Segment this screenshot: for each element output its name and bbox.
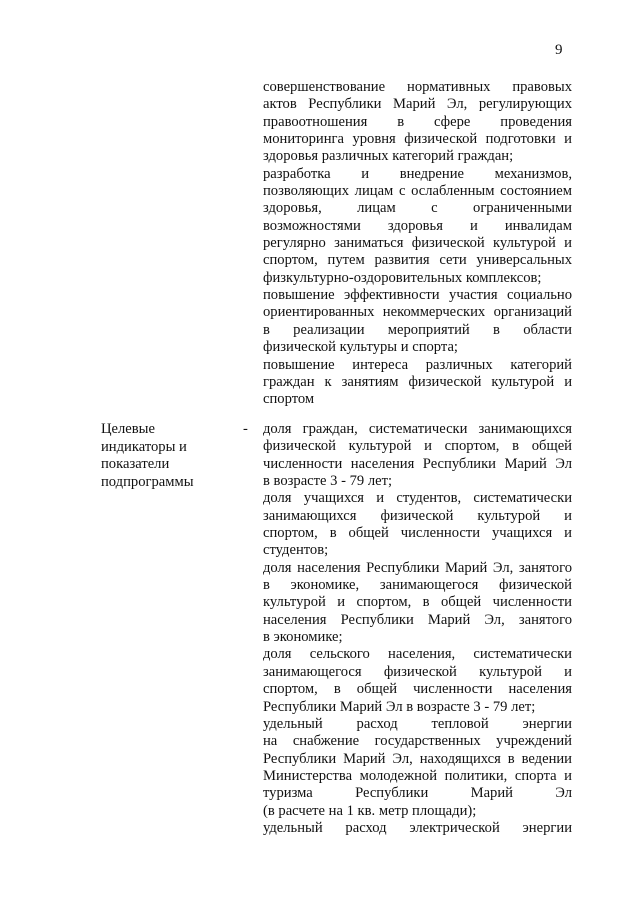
indicator-line: в экономике, занимающегося физической (263, 577, 572, 594)
indicators-row-label (101, 421, 231, 491)
goals-line: здоровья, лицам с ограниченными (263, 200, 572, 217)
indicator-line: физической культурой и спортом, в общей (263, 438, 572, 455)
indicator-line: Министерства молодежной политики, спорта и (263, 767, 572, 784)
indicator-line: Республики Марий Эл, находящихся в ведении (263, 750, 572, 767)
indicator-line: занимающихся физической культурой и (263, 507, 572, 524)
label-line: показатели (101, 456, 170, 472)
indicator-line: доля учащихся и студентов, систематически (263, 490, 572, 507)
goals-line: актов Республики Марий Эл, регулирующих (263, 96, 572, 113)
dash-mark: - (243, 421, 248, 437)
goals-line: граждан к занятиям физической культурой и (263, 373, 572, 390)
goals-line: регулярно заниматься физической культурой и (263, 235, 572, 252)
label-line: подпрограммы (101, 473, 194, 490)
indicator-line: доля населения Республики Марий Эл, занятого (263, 559, 572, 576)
goals-line: спортом (263, 391, 315, 408)
page-number: 9 (555, 42, 563, 58)
goals-line: в реализации мероприятий в области (263, 321, 572, 338)
goals-line: спортом, путем развития сети универсальных (263, 252, 572, 269)
goals-line: физической культуры и спорта; (263, 339, 458, 356)
label-line: Целевые (101, 421, 155, 437)
indicator-line: на снабжение государственных учреждений (263, 733, 572, 750)
indicator-line: Республики Марий Эл в возрасте 3 - 79 лет; (263, 698, 536, 715)
goals-line: повышение интереса различных категорий (263, 356, 572, 373)
indicator-line: занимающегося физической культурой и (263, 663, 572, 680)
indicator-line: удельный расход тепловой энергии (263, 715, 572, 732)
indicator-line: туризма Республики Марий Эл (263, 785, 572, 802)
indicator-line: студентов; (263, 542, 329, 559)
indicator-line: доля сельского населения, систематически (263, 646, 572, 663)
goals-line: правоотношения в сфере проведения (263, 113, 572, 130)
row-dash (243, 421, 248, 439)
indicators-text-block (263, 421, 572, 837)
indicator-line: (в расчете на 1 кв. метр площади); (263, 802, 477, 819)
label-line: индикаторы и (101, 438, 187, 455)
goals-line: ориентированных некоммерческих организаций (263, 304, 572, 321)
goals-line: совершенствование нормативных правовых (263, 79, 572, 95)
goals-line: возможностями здоровья и инвалидам (263, 217, 572, 234)
goals-line: повышение эффективности участия социально (263, 287, 572, 304)
goals-line: позволяющих лицам с ослабленным состоянием (263, 183, 572, 200)
indicator-line: населения Республики Марий Эл, занятого (263, 611, 572, 628)
goals-line: здоровья различных категорий граждан; (263, 148, 514, 165)
goals-line: мониторинга уровня физической подготовки и (263, 131, 572, 148)
indicator-line: спортом, в общей численности учащихся и (263, 525, 572, 542)
indicator-line: в возрасте 3 - 79 лет; (263, 473, 393, 490)
goals-text-block (263, 79, 572, 409)
indicator-line: спортом, в общей численности населения (263, 681, 572, 698)
indicator-line: культурой и спортом, в общей численности (263, 594, 572, 611)
goals-line: разработка и внедрение механизмов, (263, 165, 572, 182)
indicator-line: удельный расход электрической энергии (263, 819, 572, 836)
indicator-line: доля граждан, систематически занимающихся (263, 421, 572, 437)
goals-line: физкультурно-оздоровительных комплексов; (263, 269, 542, 286)
indicator-line: в экономике; (263, 629, 343, 646)
indicator-line: численности населения Республики Марий Эл (263, 455, 572, 472)
